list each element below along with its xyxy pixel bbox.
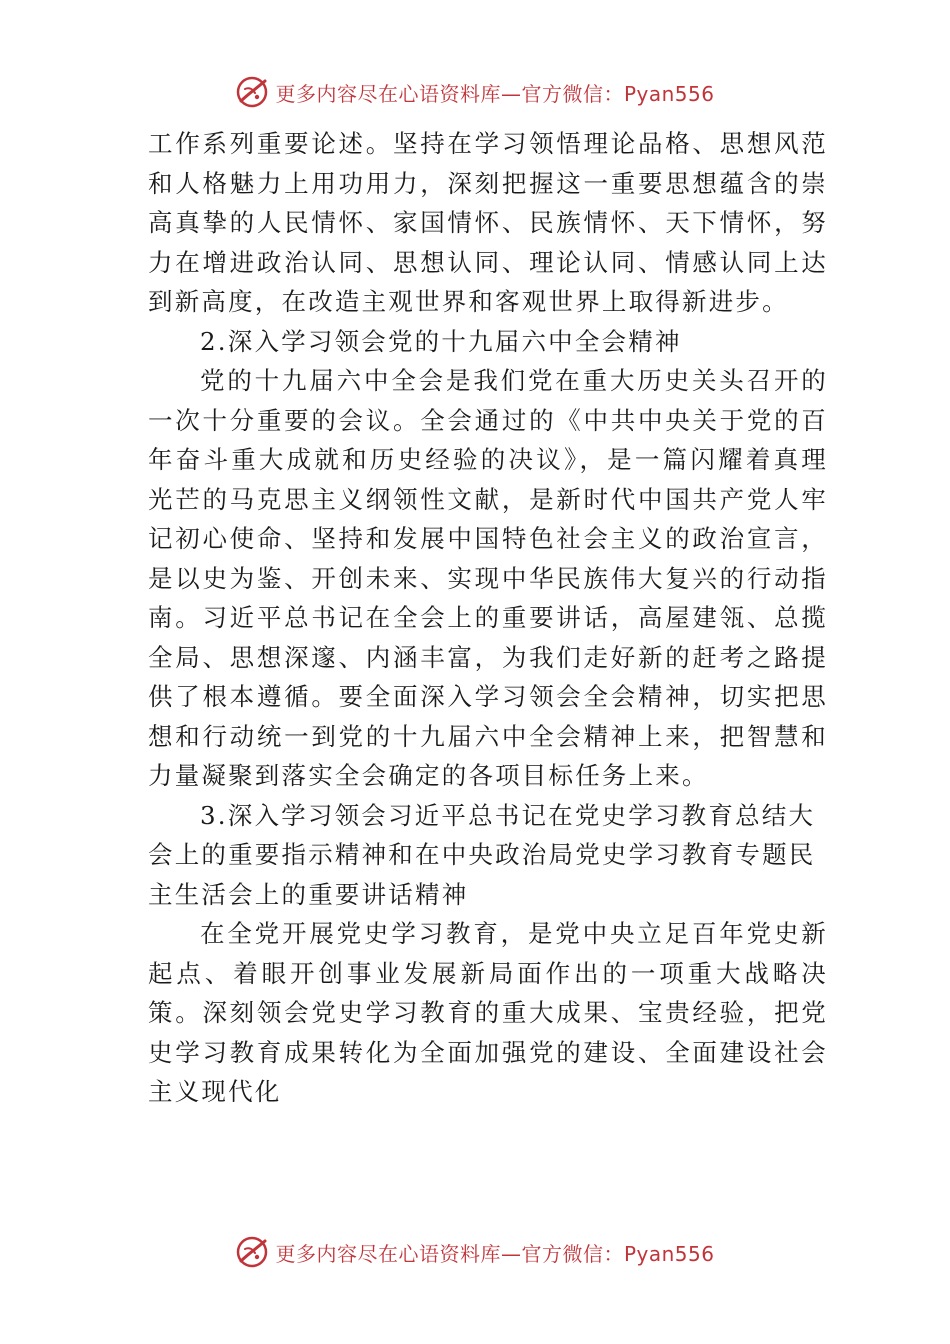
- header-banner: [0, 72, 950, 112]
- brush-logo-icon: [235, 75, 269, 109]
- paragraph: 党的十九届六中全会是我们党在重大历史关头召开的一次十分重要的会议。全会通过的《中共中央关于党的百年奋斗重大成就和历史经验的决议》，是一篇闪耀着真理光芒的马克思主义纲领性文献，是新时代中国共产党人牢记初心使命、坚持和发展中国特色社会主义的政治宣言，是以史为鉴、开创未来、实现中华民族伟大复兴的行动指南。习近平总书记在全会上的重要讲话，高屋建瓴、总揽全局、思想深邃、内涵丰富，为我们走好新的赶考之路提供了根本遵循。要全面深入学习领会全会精神，切实把思想和行动统一到党的十九届六中全会精神上来，把智慧和力量凝聚到落实全会确定的各项目标任务上来。: [148, 366, 828, 790]
- paragraph: 工作系列重要论述。坚持在学习领悟理论品格、思想风范和人格魅力上用功用力，深刻把握这一重要思想蕴含的崇高真挚的人民情怀、家国情怀、民族情怀、天下情怀，努力在增进政治认同、思想认同、理论认同、情感认同上达到新高度，在改造主观世界和客观世界上取得新进步。: [148, 129, 828, 316]
- banner-text: 更多内容尽在心语资料库—官方微信：Pyan556: [275, 1241, 715, 1266]
- banner-text: 更多内容尽在心语资料库—官方微信：Pyan556: [275, 81, 715, 106]
- brush-logo-icon: [235, 1235, 269, 1269]
- section-heading: 2.深入学习领会党的十九届六中全会精神: [200, 326, 682, 356]
- footer-banner: [0, 1232, 950, 1272]
- section-heading: 3.深入学习领会习近平总书记在党史学习教育总结大会上的重要指示精神和在中央政治局党史学习教育专题民主生活会上的重要讲话精神: [148, 800, 816, 909]
- paragraph: 在全党开展党史学习教育，是党中央立足百年党史新起点、着眼开创事业发展新局面作出的一项重大战略决策。深刻领会党史学习教育的重大成果、宝贵经验，把党史学习教育成果转化为全面加强党的建设、全面建设社会主义现代化: [148, 919, 828, 1106]
- document-body: [148, 124, 828, 1112]
